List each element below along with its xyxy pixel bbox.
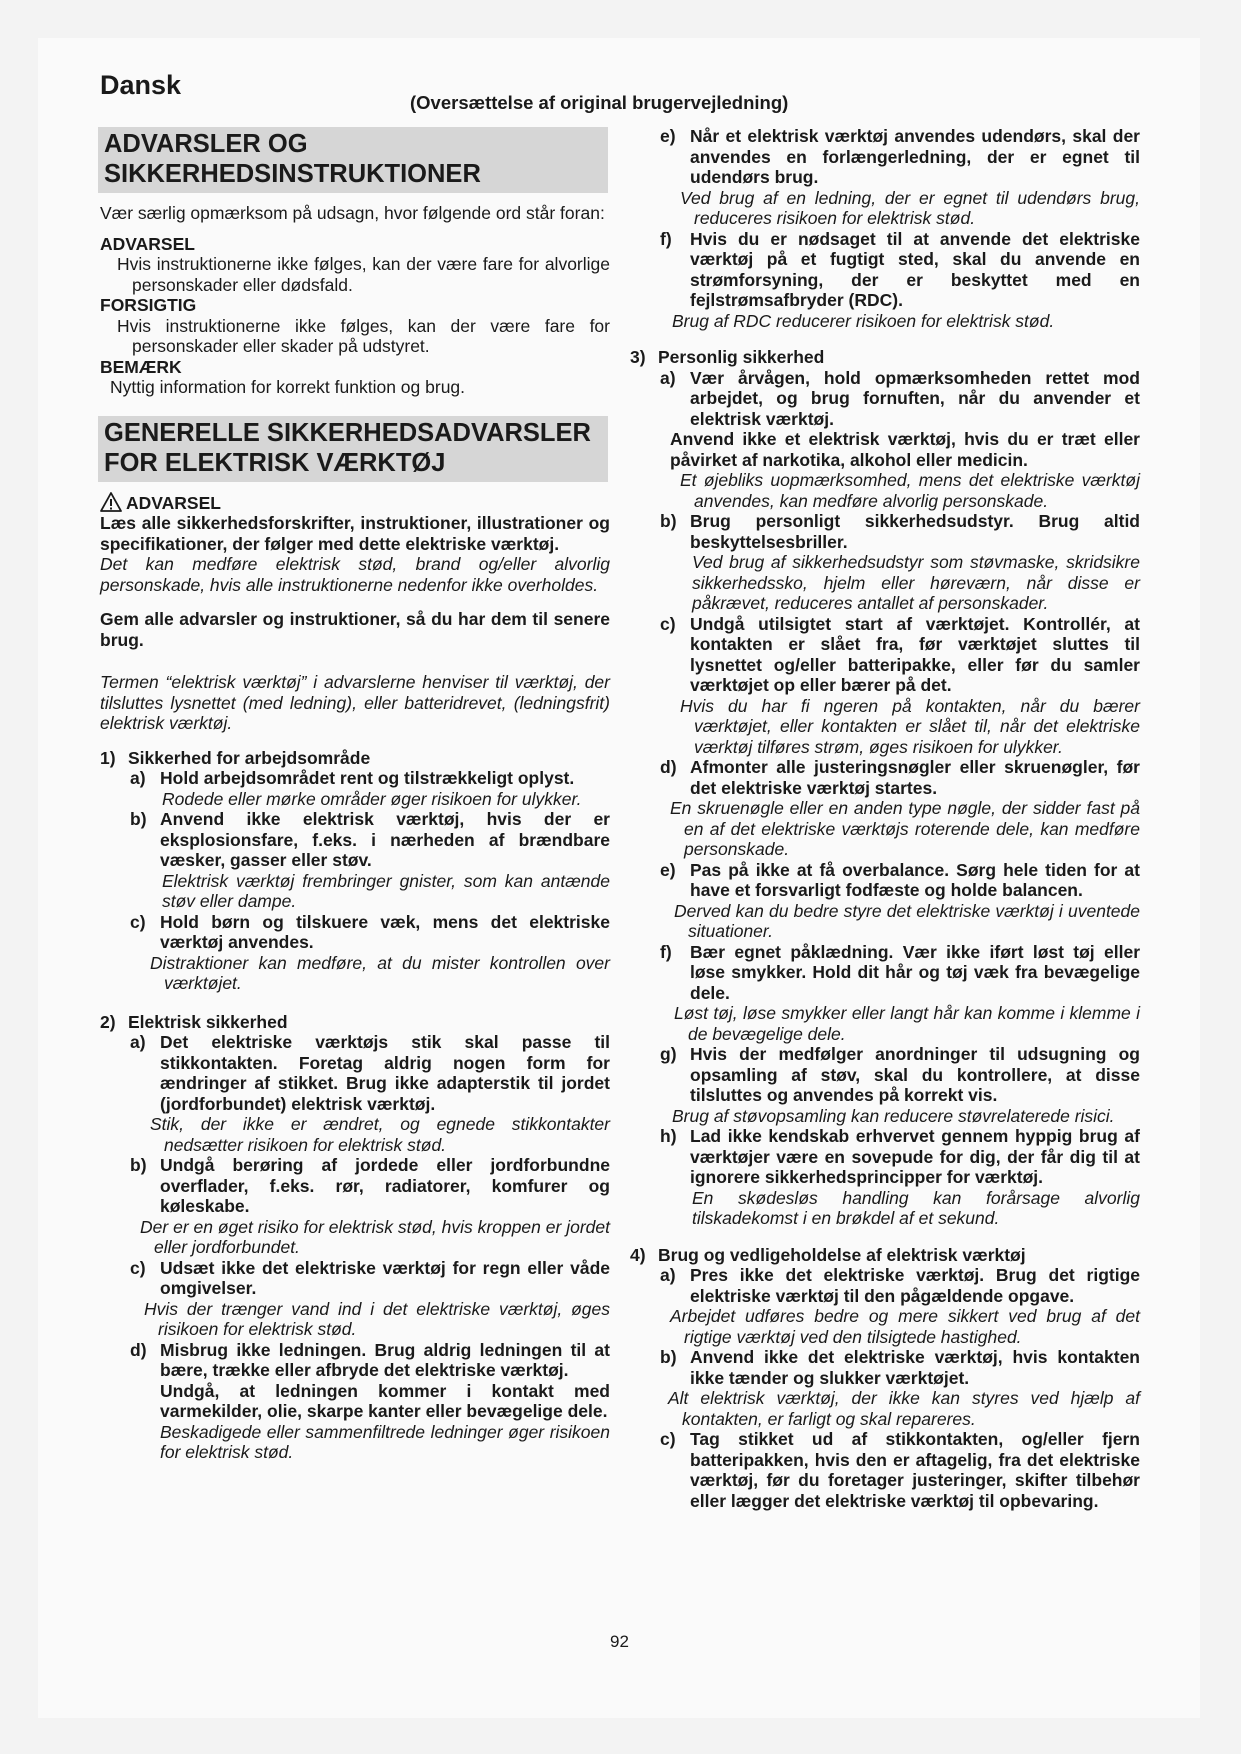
list-letter: e)	[660, 859, 676, 880]
section-2	[100, 1012, 610, 1463]
warning-block	[100, 492, 610, 596]
section-heading-warnings: ADVARSLER OG SIKKERHEDSINSTRUKTIONER	[98, 127, 608, 193]
translation-subtitle: (Oversættelse af original brugervejledning)	[410, 92, 789, 113]
list-letter: h)	[660, 1126, 677, 1146]
list-item-text: Undgå utilsigtet start af værktøjet. Kontrollér, at kontakten er slået fra, før værktøjet sluttes til lysnettet og/eller batteripakke, eller før du samler værktøjet op eller bærer på det.	[690, 613, 1140, 695]
section-2-title	[100, 1012, 610, 1033]
bemaerk-text: Nyttig information for korrekt funktion og brug.	[110, 377, 466, 397]
advarsel-text: Hvis instruktionerne ikke følges, kan der være fare for alvorlige personskader eller dødsfald.	[117, 254, 610, 295]
list-item-text: Tag stikket ud af stikkontakten, og/eller fjern batteripakken, hvis den er aftagelig, fra det elektriske værktøj, før du foretager justeringer, skifter tilbehør eller lægger det elektriske værktøj til opbevaring.	[690, 1429, 1140, 1511]
section-1-title	[100, 748, 610, 769]
list-item-note: Distraktioner kan medføre, at du mister kontrollen over værktøjet.	[150, 952, 610, 993]
list-item	[130, 768, 610, 789]
list-item-text-cont: Anvend ikke et elektrisk værktøj, hvis du er træt eller påvirket af narkotika, alkohol eller medicin.	[670, 429, 1140, 470]
list-item	[660, 126, 1140, 188]
section-heading-general: GENERELLE SIKKERHEDSADVARSLER FOR ELEKTRISK VÆRKTØJ	[98, 416, 608, 482]
list-item-text: Når et elektrisk værktøj anvendes udendørs, skal der anvendes en forlængerledning, der er egnet til udendørs brug.	[690, 126, 1140, 187]
list-item	[660, 1126, 1140, 1188]
list-item	[660, 614, 1140, 696]
list-letter: f)	[660, 228, 672, 249]
list-item-note: En skruenøgle eller en anden type nøgle, der sidder fast på en af det elektriske værktøjs roterende dele, kan medføre personskade.	[670, 798, 1140, 859]
intro-text: Vær særlig opmærksom på udsagn, hvor følgende ord står foran:	[100, 203, 605, 223]
forsigtig-text: Hvis instruktionerne ikke følges, kan der være fare for personskader eller skader på udstyret.	[117, 315, 610, 356]
term-definition-text: Termen “elektrisk værktøj” i advarslerne henviser til værktøj, der tilsluttes lysnettet (med ledning), eller batteridrevet, (ledningsfrit) elektrisk værktøj.	[100, 672, 610, 733]
list-item-text: Afmonter alle justeringsnøgler eller skruenøgler, før det elektriske værktøj startes.	[690, 757, 1140, 798]
list-item-note: Elektrisk værktøj frembringer gnister, som kan antænde støv eller dampe.	[162, 870, 610, 911]
list-item-text: Hvis du er nødsaget til at anvende det elektriske værktøj på et fugtigt sted, skal du anvende en strømforsyning, der er beskyttet med en fejlstrømsafbryder (RDC).	[690, 228, 1140, 310]
list-item	[660, 1265, 1140, 1306]
list-letter: a)	[660, 367, 676, 388]
list-item	[660, 368, 1140, 430]
list-item	[660, 860, 1140, 901]
list-item	[130, 1032, 610, 1114]
list-item-note: Stik, der ikke er ændret, og egnede stikkontakter nedsætter risikoen for elektrisk stød.	[150, 1114, 610, 1155]
list-item-note: Et øjebliks uopmærksomhed, mens det elektriske værktøj anvendes, kan medføre alvorlig personskade.	[680, 470, 1140, 511]
left-column	[100, 127, 610, 1463]
list-item	[660, 1429, 1140, 1511]
list-item-note: Beskadigede eller sammenfiltrede ledninger øger risikoen for elektrisk stød.	[160, 1421, 610, 1462]
section-1	[100, 748, 610, 994]
list-letter: b)	[130, 1155, 147, 1175]
bemaerk-label: BEMÆRK	[100, 356, 182, 377]
section-4	[630, 1245, 1140, 1512]
list-item-note: En skødesløs handling kan forårsage alvorlig tilskadekomst i en brøkdel af et sekund.	[692, 1187, 1140, 1228]
list-item-text: Anvend ikke det elektriske værktøj, hvis kontakten ikke tænder og slukker værktøjet.	[690, 1347, 1140, 1388]
list-letter: b)	[660, 511, 677, 531]
list-letter: e)	[660, 126, 676, 146]
list-letter: a)	[130, 768, 146, 788]
list-item-note: Brug af RDC reducerer risikoen for elektrisk stød.	[672, 310, 1055, 331]
list-item-note: Der er en øget risiko for elektrisk stød, hvis kroppen er jordet eller jordforbundet.	[140, 1216, 610, 1257]
list-item-note: Arbejdet udføres bedre og mere sikkert ved brug af det rigtige værktøj ved den tilsigtede hastighed.	[670, 1306, 1140, 1347]
list-letter: d)	[660, 757, 677, 777]
keep-instructions-text: Gem alle advarsler og instruktioner, så du har dem til senere brug.	[100, 609, 610, 650]
list-item-note: Rodede eller mørke områder øger risikoen for ulykker.	[162, 788, 582, 809]
list-item-text-cont: Undgå, at ledningen kommer i kontakt med varmekilder, olie, skarpe kanter eller bevægelige dele.	[160, 1380, 610, 1421]
list-item	[130, 912, 610, 953]
warning-bold-text: Læs alle sikkerhedsforskrifter, instruktioner, illustrationer og specifikationer, der følger med dette elektriske værktøj.	[100, 513, 610, 554]
list-item-note: Ved brug af en ledning, der er egnet til udendørs brug, reduceres risikoen for elektrisk stød.	[680, 187, 1140, 228]
section-2-label: Elektrisk sikkerhed	[128, 1011, 288, 1032]
language-heading: Dansk	[100, 70, 182, 100]
section-1-label: Sikkerhed for arbejdsområde	[128, 747, 371, 768]
list-letter: b)	[130, 809, 147, 829]
list-item-note: Alt elektrisk værktøj, der ikke kan styres ved hjælp af kontakten, er farligt og skal repareres.	[668, 1388, 1140, 1429]
list-item	[130, 1340, 610, 1381]
section-2-num: 2)	[100, 1011, 116, 1032]
list-item-text: Undgå berøring af jordede eller jordforbundne overflader, f.eks. rør, radiatorer, komfurer og køleskabe.	[160, 1155, 610, 1216]
section-3-label: Personlig sikkerhed	[658, 347, 825, 367]
section-4-num: 4)	[630, 1244, 646, 1265]
list-item-text: Anvend ikke elektrisk værktøj, hvis der er eksplosionsfare, f.eks. i nærheden af brændbare væsker, gasser eller støv.	[160, 809, 610, 870]
warning-triangle-icon	[100, 492, 122, 512]
list-item-text: Udsæt ikke det elektriske værktøj for regn eller våde omgivelser.	[160, 1257, 610, 1298]
warning-label: ADVARSEL	[126, 492, 221, 513]
list-item-note: Ved brug af sikkerhedsudstyr som støvmaske, skridsikre sikkerhedssko, hjelm eller høreværn, når disse er påkrævet, reduceres antallet af personskader.	[692, 552, 1140, 613]
list-item-note: Brug af støvopsamling kan reducere støvrelaterede risici.	[672, 1105, 1115, 1126]
list-item-note: Løst tøj, løse smykker eller langt hår kan komme i klemme i de bevægelige dele.	[674, 1003, 1140, 1044]
list-item	[660, 1044, 1140, 1106]
section-4-title	[630, 1245, 1140, 1266]
list-item	[660, 1347, 1140, 1388]
list-item	[130, 1155, 610, 1217]
list-letter: d)	[130, 1339, 147, 1360]
warning-italic-text: Det kan medføre elektrisk stød, brand og/eller alvorlig personskade, hvis alle instruktionerne nedenfor ikke overholdes.	[100, 554, 610, 595]
list-item-text: Brug personligt sikkerhedsudstyr. Brug altid beskyttelsesbriller.	[690, 511, 1140, 552]
list-item	[660, 942, 1140, 1004]
list-letter: c)	[660, 1429, 676, 1449]
list-item-text: Bær egnet påklædning. Vær ikke iført løst tøj eller løse smykker. Hold dit hår og tøj væk fra bevægelige dele.	[690, 941, 1140, 1003]
list-letter: a)	[660, 1265, 676, 1285]
list-item-text: Pas på ikke at få overbalance. Sørg hele tiden for at have et forsvarligt fodfæste og holde balancen.	[690, 859, 1140, 900]
list-item-text: Misbrug ikke ledningen. Brug aldrig ledningen til at bære, trække eller afbryde det elektriske værktøj.	[160, 1339, 610, 1380]
list-item-note: Hvis du har fi ngeren på kontakten, når du bærer værktøjet, eller kontakten er slået til, når det elektriske værktøj tilføres strøm, øges risikoen for ulykker.	[680, 695, 1140, 757]
page-number: 92	[610, 1632, 629, 1651]
list-letter: c)	[660, 613, 676, 634]
list-item	[660, 229, 1140, 311]
list-item-text: Hold arbejdsområdet rent og tilstrækkeligt oplyst.	[160, 768, 575, 788]
section-3-title	[630, 347, 1140, 368]
advarsel-label: ADVARSEL	[100, 233, 195, 254]
list-item-text: Det elektriske værktøjs stik skal passe til stikkontakten. Foretag aldrig nogen form for ændringer af stikket. Brug ikke adapterstik til jordet (jordforbundet) elektrisk værktøj.	[160, 1032, 610, 1114]
list-letter: c)	[130, 1257, 146, 1278]
list-letter: f)	[660, 941, 672, 962]
list-item-text: Lad ikke kendskab erhvervet gennem hyppig brug af værktøjer være en sovepude for dig, der får dig til at ignorere sikkerhedsprincipper for værktøj.	[690, 1126, 1140, 1187]
section-4-label: Brug og vedligeholdelse af elektrisk værktøj	[658, 1244, 1026, 1265]
section-1-num: 1)	[100, 747, 116, 768]
list-item-text: Vær årvågen, hold opmærksomheden rettet mod arbejdet, og brug fornuften, når du anvender et elektrisk værktøj.	[690, 367, 1140, 429]
right-column	[630, 126, 1140, 1511]
list-letter: g)	[660, 1044, 677, 1064]
list-item-note: Derved kan du bedre styre det elektriske værktøj i uventede situationer.	[674, 900, 1140, 941]
list-item	[130, 1258, 610, 1299]
list-item-text: Hvis der medfølger anordninger til udsugning og opsamling af støv, skal du kontrollere, at disse tilsluttes og anvendes på korrekt vis.	[690, 1044, 1140, 1105]
list-letter: a)	[130, 1032, 146, 1052]
list-item-text: Pres ikke det elektriske værktøj. Brug det rigtige elektriske værktøj til den pågældende opgave.	[690, 1265, 1140, 1306]
list-item-text: Hold børn og tilskuere væk, mens det elektriske værktøj anvendes.	[160, 911, 610, 952]
list-item	[660, 511, 1140, 552]
list-item-note: Hvis der trænger vand ind i det elektriske værktøj, øges risikoen for elektrisk stød.	[144, 1298, 610, 1339]
warning-heading	[100, 492, 610, 514]
list-letter: c)	[130, 911, 146, 932]
list-item	[130, 809, 610, 871]
forsigtig-label: FORSIGTIG	[100, 295, 197, 315]
section-3-num: 3)	[630, 347, 646, 367]
list-item	[660, 757, 1140, 798]
section-3	[630, 347, 1140, 1229]
list-letter: b)	[660, 1347, 677, 1367]
